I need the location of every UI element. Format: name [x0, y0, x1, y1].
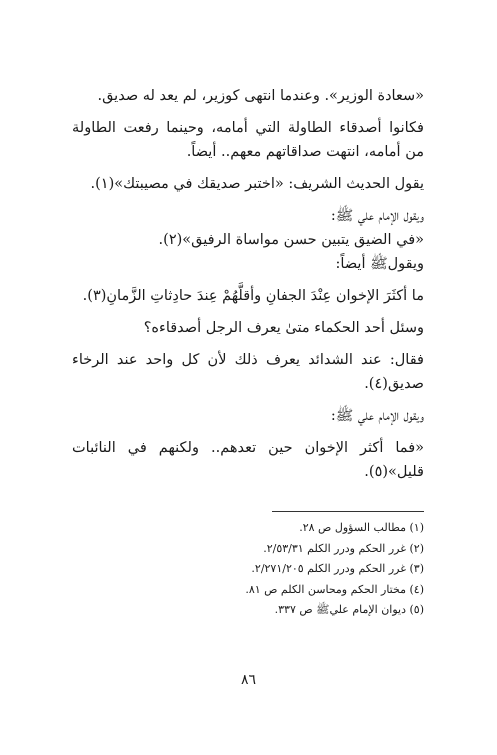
footnote: (١) مطالب السؤول ص ٢٨.: [299, 521, 424, 534]
paragraph: ويقول الإمام علي ﷺ:: [330, 208, 424, 224]
paragraph: فكانوا أصدقاء الطاولة التي أمامه، وحينما رفعت الطاولة من أمامه، انتهت صداقاتهم معهم.. أيضاً.: [72, 120, 424, 160]
paragraph: ويقول الإمام علي ﷺ:: [330, 408, 424, 424]
main-text: [72, 84, 424, 484]
footnote: (٤) مختار الحكم ومحاسن الكلم ص ٨١.: [245, 582, 424, 596]
footnote: (٥) ديوان الإمام عليﷺ ص ٣٣٧.: [274, 603, 424, 616]
quote: ما أكثَرَ الإخوان عِنْدَ الجفانِ وأقلَّهُمْ عِندَ حادِثاتِ الزَّمانِ(٣).: [82, 288, 424, 304]
footnote-divider: [272, 511, 424, 512]
footnote: (٣) غرر الحكم ودرر الكلم ٢/٢٧١/٢٠٥.: [251, 562, 424, 575]
paragraph: ويقولﷺ أيضاً:: [335, 256, 424, 272]
quote: «فما أكثر الإخوان حين تعدهم.. ولكنهم في النائبات قليل»(٥).: [72, 440, 424, 480]
page-number: ٨٦: [240, 672, 257, 688]
footnote: (٢) غرر الحكم ودرر الكلم ٢/٥٣/٣١.: [263, 541, 424, 555]
paragraph: وسئل أحد الحكماء متىٰ يعرف الرجل أصدقاءه؟: [143, 320, 424, 336]
quote: «في الضيق يتبين حسن مواساة الرفيق»(٢).: [158, 232, 424, 248]
paragraph: فقال: عند الشدائد يعرف ذلك لأن كل واحد عند الرخاء صديق(٤).: [72, 352, 424, 392]
footnotes: [140, 518, 424, 621]
paragraph: «سعادة الوزير». وعندما انتهى كوزير، لم يعد له صديق.: [97, 88, 424, 104]
paragraph: يقول الحديث الشريف: «اختبر صديقك في مصيبتك»(١).: [90, 176, 424, 192]
